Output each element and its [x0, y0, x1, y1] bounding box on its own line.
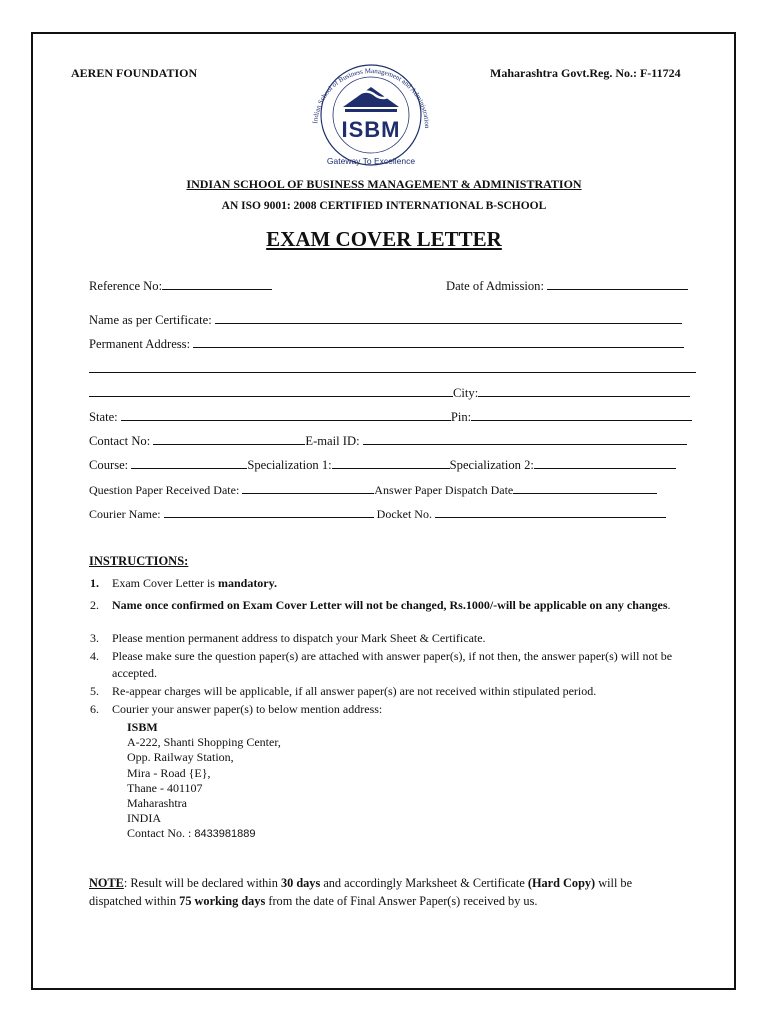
- name-line[interactable]: [215, 313, 682, 324]
- address-line: INDIA: [127, 811, 161, 826]
- address-line: Maharashtra: [127, 796, 187, 811]
- logo-roof: [343, 87, 399, 107]
- address-line: Opp. Railway Station,: [127, 750, 234, 765]
- address-line: Thane - 401107: [127, 780, 203, 795]
- school-name: INDIAN SCHOOL OF BUSINESS MANAGEMENT & ADMINISTRATION: [186, 177, 582, 191]
- logo-tagline: Gateway To Excellence: [326, 156, 416, 166]
- address-line-2[interactable]: [89, 362, 696, 373]
- contact-number: 8433981889: [194, 828, 256, 841]
- mailing-address: [127, 720, 281, 843]
- date-of-admission-field[interactable]: [446, 279, 688, 294]
- logo-ring-text: Indian School of Business Management and Administration: [311, 66, 432, 129]
- iso-line: AN ISO 9001: 2008 CERTIFIED INTERNATIONAL B-SCHOOL: [221, 200, 547, 212]
- reference-no-line[interactable]: [162, 279, 272, 290]
- reference-no-label: Reference No:: [89, 279, 163, 293]
- note-label: NOTE: [89, 876, 124, 890]
- name-field[interactable]: [89, 313, 682, 328]
- state-pin-row[interactable]: [89, 410, 692, 425]
- date-of-admission-label: Date of Admission:: [446, 279, 544, 293]
- logo-bar: [345, 109, 397, 112]
- spec1-label: Specialization 1:: [247, 458, 332, 472]
- contact-email-row[interactable]: [89, 434, 687, 449]
- pin-label: Pin:: [450, 410, 472, 424]
- course-line[interactable]: [131, 458, 247, 469]
- page-title: EXAM COVER LETTER: [266, 227, 502, 251]
- courier-row[interactable]: [89, 507, 666, 522]
- reference-no-field[interactable]: [89, 279, 272, 294]
- spec1-line[interactable]: [332, 458, 450, 469]
- name-label: Name as per Certificate:: [89, 313, 212, 327]
- state-label: State:: [89, 410, 118, 424]
- address-line: Mira - Road {E},: [127, 765, 211, 780]
- instructions-heading: INSTRUCTIONS:: [89, 554, 189, 568]
- isbm-logo: [303, 53, 439, 171]
- email-label: E-mail ID:: [305, 434, 360, 448]
- address-contact: Contact No. : 8433981889: [127, 826, 256, 841]
- city-row[interactable]: [89, 386, 690, 401]
- address-line-2-field[interactable]: [89, 362, 696, 377]
- address-name: ISBM: [127, 720, 158, 734]
- org-registration: Maharashtra Govt.Reg. No.: F-11724: [490, 66, 681, 80]
- state-line[interactable]: [121, 410, 451, 421]
- address-field[interactable]: [89, 337, 684, 352]
- address-line-3[interactable]: [89, 386, 453, 397]
- qp-received-label: Question Paper Received Date:: [89, 483, 240, 497]
- org-left: AEREN FOUNDATION: [71, 66, 198, 80]
- course-label: Course:: [89, 458, 129, 472]
- courier-label: Courier Name:: [89, 507, 161, 521]
- city-label: City:: [453, 386, 479, 400]
- note-block: NOTE: Result will be declared within 30 days and accordingly Marksheet & Certificate (Hard Copy) will be dispatched within 75 working days from the date of Final Answer Paper(s) received by us.: [89, 876, 633, 908]
- address-label: Permanent Address:: [89, 337, 191, 351]
- contact-label: Contact No:: [89, 434, 151, 448]
- courier-line[interactable]: [164, 507, 374, 518]
- pin-line[interactable]: [471, 410, 692, 421]
- address-line-1[interactable]: [193, 337, 684, 348]
- course-row[interactable]: [89, 458, 676, 473]
- logo-abbrev: ISBM: [341, 117, 401, 142]
- qp-received-line[interactable]: [242, 483, 374, 494]
- spec2-label: Specialization 2:: [449, 458, 534, 472]
- contact-line[interactable]: [153, 434, 305, 445]
- address-line: A-222, Shanti Shopping Center,: [127, 735, 281, 750]
- email-line[interactable]: [363, 434, 687, 445]
- docket-label: Docket No.: [376, 507, 432, 521]
- ap-dispatch-label: Answer Paper Dispatch Date: [374, 483, 514, 497]
- date-of-admission-line[interactable]: [547, 279, 688, 290]
- docket-line[interactable]: [435, 507, 666, 518]
- ap-dispatch-line[interactable]: [513, 483, 657, 494]
- paper-dates-row[interactable]: [89, 483, 657, 498]
- spec2-line[interactable]: [534, 458, 676, 469]
- city-line[interactable]: [478, 386, 690, 397]
